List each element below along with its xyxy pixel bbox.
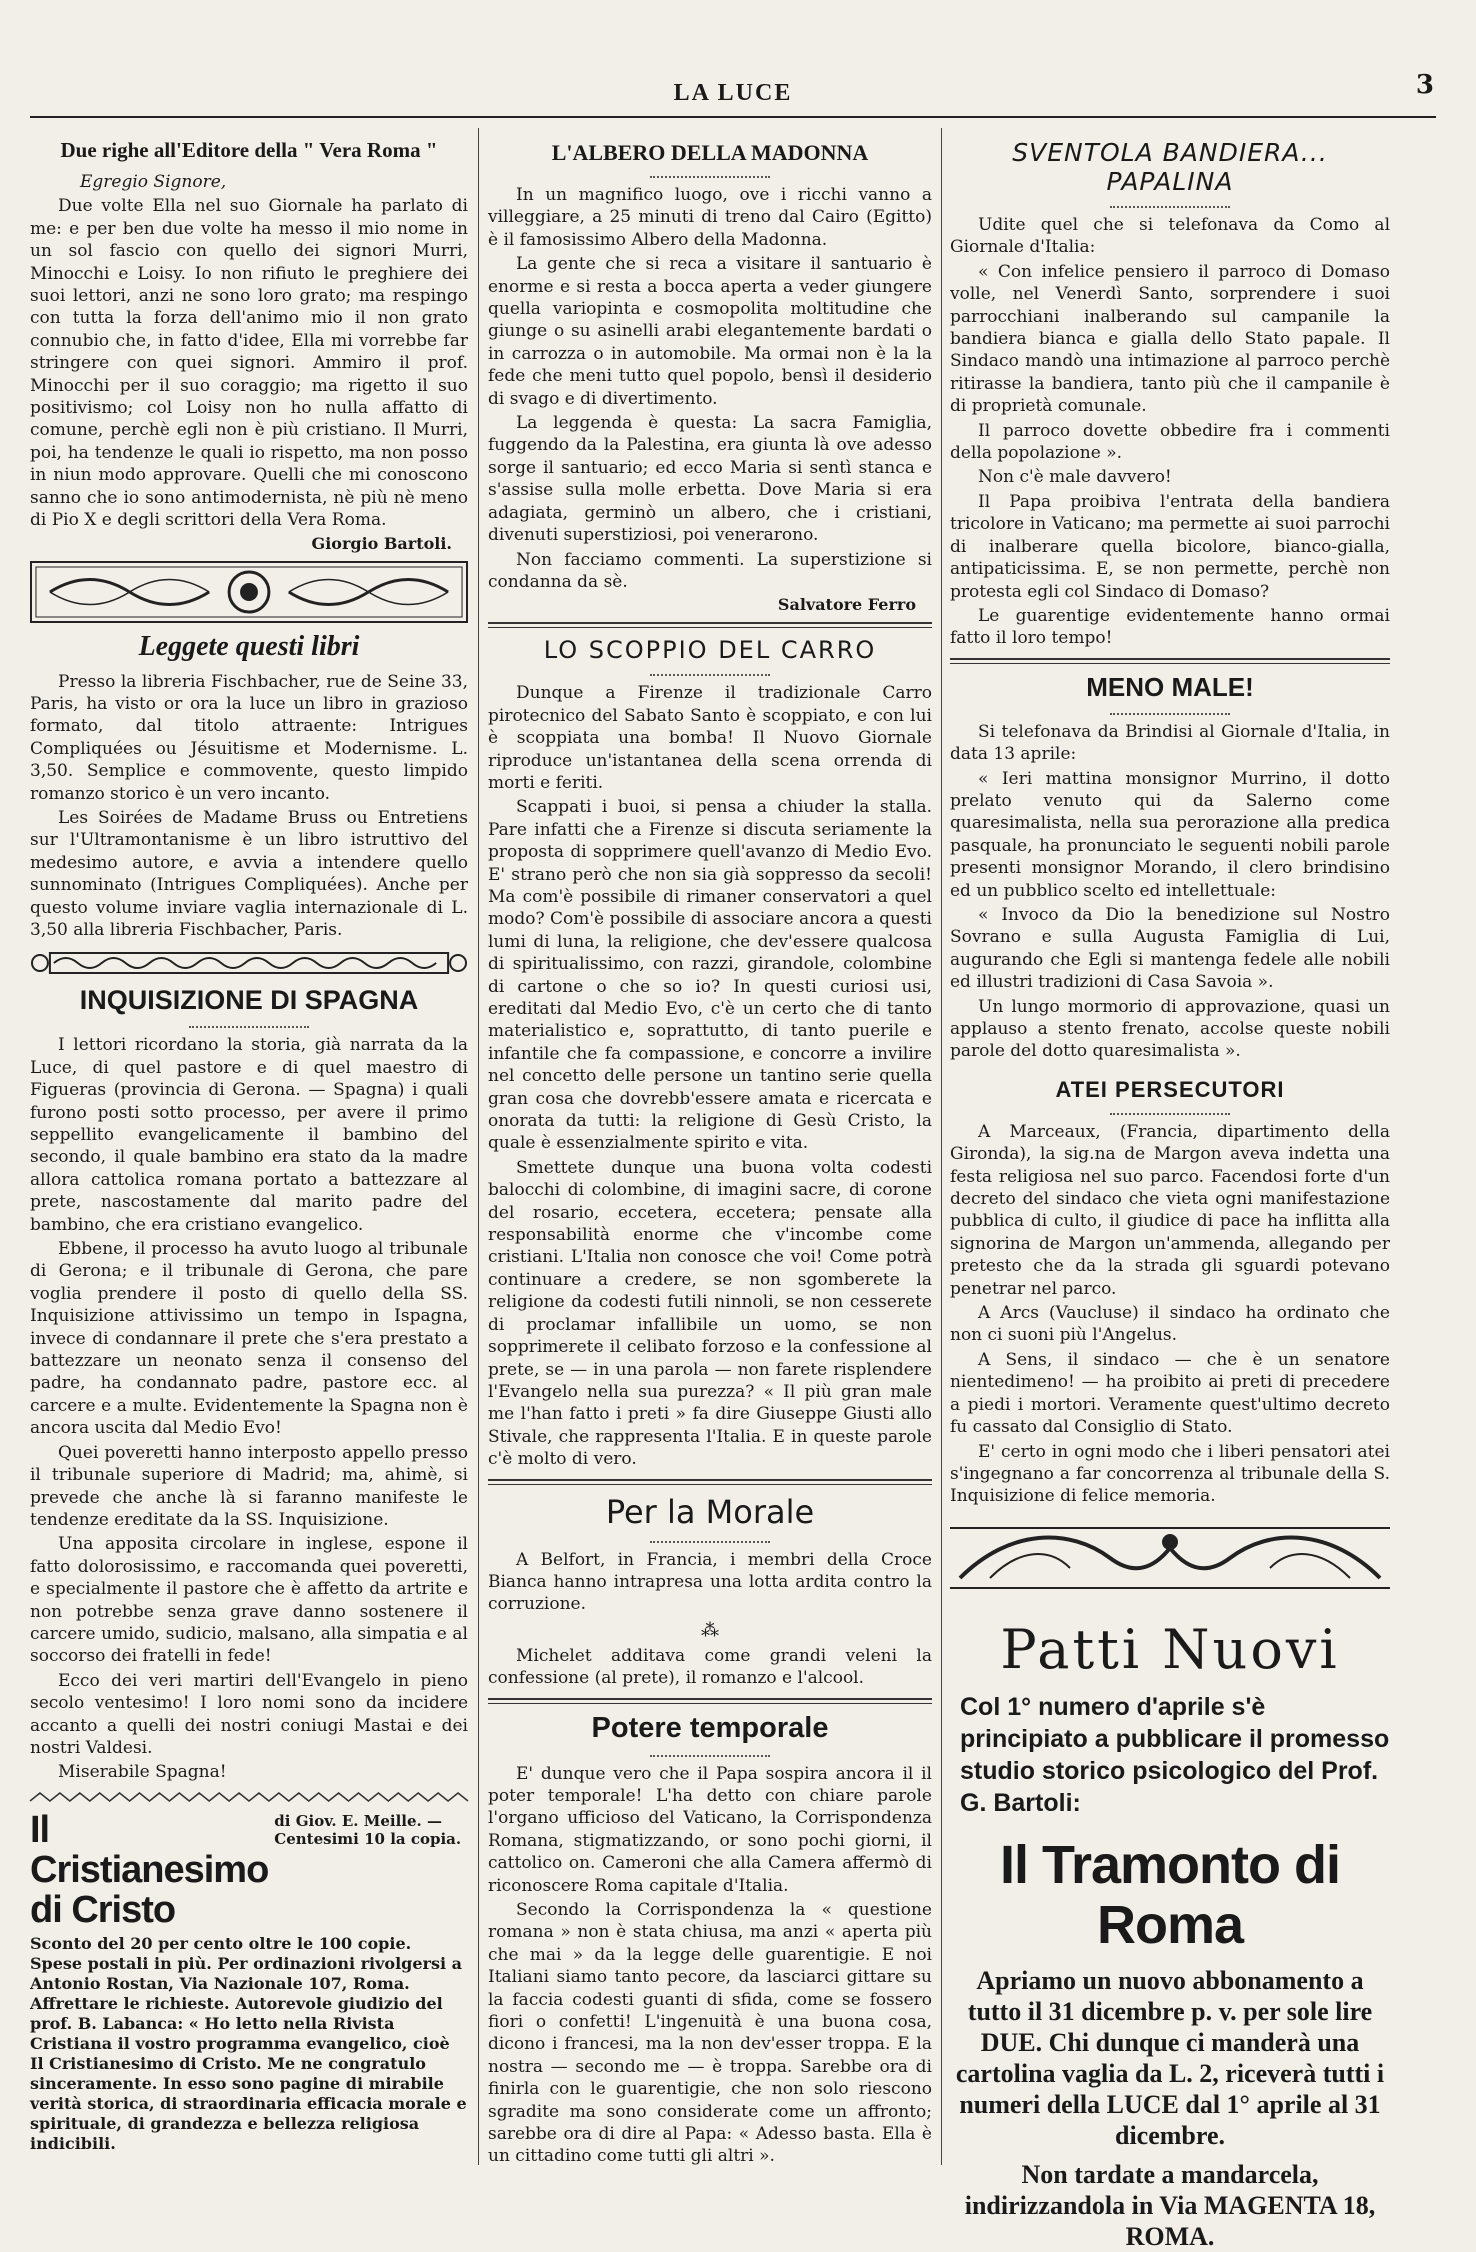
- patti-closing: Non tardate a mandarcela, indirizzandola in Via MAGENTA 18, ROMA.: [964, 2159, 1376, 2251]
- sventola-title: SVENTOLA BANDIERA... PAPALINA: [1012, 138, 1328, 196]
- newspaper-title: LA LUCE: [673, 80, 793, 106]
- books-paragraph: Presso la libreria Fischbacher, rue de Seine 33, Paris, ha visto or ora la luce un libro in grazioso formato, dal titolo attraente: Intrigues Compliquées ou Jésuitisme et Modernisme. L. 3,50. Semplice e commovente, questo limpido romanzo storico è un vero incanto.: [30, 671, 468, 804]
- column-1: [30, 128, 468, 2165]
- masthead: [30, 70, 1436, 120]
- books-title: Leggete questi libri: [138, 630, 360, 662]
- atei-paragraph: E' certo in ogni modo che i liberi pensatori atei s'ingegnano a far concorrenza al tribunale della S. Inquisizione di felice memoria.: [950, 1441, 1390, 1507]
- meno-male-title: MENO MALE!: [1086, 671, 1254, 702]
- wavy-divider: [1110, 198, 1230, 208]
- albero-paragraph: La leggenda è questa: La sacra Famiglia, fuggendo da la Palestina, era giunta là ove adesso sorge il santuario; ed ecco Maria si sentì stanca e s'assise sulla molle erbetta. Dove Maria si era adagiata, germinò un albero, che i cristiani, divenuti superstiziosi, poi venerarono.: [488, 413, 932, 546]
- inquisizione-paragraph: I lettori ricordano la storia, già narrata da la Luce, di quel pastore e di quel maestro di Figueras (provincia di Gerona. — Spagna) i quali furono posti sotto processo, per avere il primo seppellito evangelicamente il bambino del secondo, il quale bambino era stato da la madre allora cattolica romana portato a battezzare al prete, nascostamente dal marito padre del bambino, che era cristiano evangelico.: [30, 1035, 468, 1235]
- sventola-paragraph: « Con infelice pensiero il parroco di Domaso volle, nel Venerdì Santo, sorprendere i suoi parrocchiani inalberando sul campanile la bandiera bianca e gialla dello Stato papale. Il Sindaco mandò una intimazione al parroco perchè ritirasse la bandiera, tanto più che il campanile è di proprietà comunale.: [950, 261, 1390, 417]
- patti-intro: Col 1° numero d'aprile s'è principiato a pubblicare il promesso studio storico psicologico del Prof. G. Bartoli:: [960, 1692, 1390, 1817]
- meno-male-paragraph: « Ieri mattina monsignor Murrino, il dotto prelato venuto qui da Salerno come quaresimalista, nella sua perorazione alla predica pasquale, ha pronunciato le seguenti nobili parole presenti monsignor Morando, il clero brindisino ed un pubblico scelto ed intellettuale:: [950, 768, 1390, 901]
- page-number: 3: [1415, 70, 1434, 100]
- scroll-ornament: [30, 949, 468, 977]
- meno-male-paragraph: Un lungo mormorio di approvazione, quasi un applauso a stento frenato, accolse queste nobili parole del dotto quaresimalista ».: [950, 996, 1390, 1062]
- wavy-divider: [1110, 705, 1230, 715]
- double-rule: [488, 1479, 932, 1485]
- patti-body: Apriamo un nuovo abbonamento a tutto il 31 dicembre p. v. per sole lire DUE. Chi dunque ci manderà una cartolina vaglia da L. 2, riceverà tutti i numeri della LUCE dal 1° aprile al 31 dicembre.: [955, 1965, 1385, 2150]
- wavy-divider: [189, 1018, 309, 1028]
- column-divider: [478, 128, 479, 2165]
- double-rule: [488, 622, 932, 628]
- inquisizione-title: INQUISIZIONE DI SPAGNA: [79, 985, 419, 1016]
- art-nouveau-ornament: [950, 1518, 1390, 1598]
- scoppio-title: LO SCOPPIO DEL CARRO: [543, 636, 877, 665]
- atei-paragraph: A Sens, il sindaco — che è un senatore nientedimeno! — ha proibito ai preti di precedere a piedi i mortori. Veramente quest'ultimo decreto fu cassato dal Consiglio di Stato.: [950, 1349, 1390, 1438]
- atei-paragraph: A Marceaux, (Francia, dipartimento della Gironda), la sig.na de Margon aveva indetta una festa religiosa nel suo parco. Facendosi forte d'un decreto del sindaco che vieta ogni manifestazione pubblica di culto, il giudice di pace ha inflitta alla signorina de Margon un'ammenda, allegando per pretesto che da la strada gli sguardi potevano penetrar nel parco.: [950, 1121, 1390, 1299]
- albero-paragraph: Non facciamo commenti. La superstizione si condanna da sè.: [488, 549, 932, 592]
- floral-ornament: [30, 561, 468, 623]
- albero-paragraph: La gente che si reca a visitare il santuario è enorme e si resta a bocca aperta a veder giungere quella variopinta e cosmopolita moltitudine che giunge o su asinelli arabi elegantemente bardati o in carrozza o in automobile. Ma ormai non è la la fede che meni tutto quel popolo, bensì il desiderio di svago e di divertimento.: [488, 254, 932, 409]
- albero-title: L'ALBERO DELLA MADONNA: [551, 140, 869, 165]
- sventola-paragraph: Il parroco dovette obbedire fra i commenti della popolazione ».: [950, 420, 1390, 464]
- letter-signature: Giorgio Bartoli.: [311, 533, 452, 553]
- double-rule: [950, 658, 1390, 664]
- wavy-divider: [650, 666, 770, 676]
- sventola-paragraph: Udite quel che si telefonava da Como al Giornale d'Italia:: [950, 215, 1390, 258]
- sventola-paragraph: Il Papa proibiva l'entrata della bandiera tricolore in Vaticano; ma permette ai suoi parrochi di inalberare quella bicolore, bianco-gialla, antipaticissima. E, se non permette, perchè non protesta egli col Sindaco di Domaso?: [950, 491, 1390, 602]
- ad-publisher: di Giov. E. Meille. — Centesimi 10 la copia.: [274, 1811, 462, 1848]
- potere-paragraph: E' dunque vero che il Papa sospira ancora il il poter temporale! L'ha detto con chiare parole l'organo ufficioso del Vaticano, la Corrispondenza Romana, stigmatizzando, or sono pochi giorni, il cattolico on. Cameroni che alla Camera affermò di riconoscere Roma capitale d'Italia.: [488, 1763, 932, 1896]
- books-paragraph: Les Soirées de Madame Bruss ou Entretiens sur l'Ultramontanisme è un libro istruttivo del medesimo autore, e avvia a intendere quello sunnominato (Intrigues Compliquées). Anche per questo volume inviare vaglia internazionale di L. 3,50 alla libreria Fischbacher, Paris.: [30, 807, 468, 940]
- albero-paragraph: In un magnifico luogo, ove i ricchi vanno a villeggiare, a 25 minuti di treno dal Cairo (Egitto) è il famosissimo Albero della Madonna.: [488, 185, 932, 250]
- letter-title: Due righe all'Editore della " Vera Roma ": [60, 138, 438, 162]
- inquisizione-paragraph: Ecco dei veri martiri dell'Evangelo in pieno secolo ventesimo! I loro nomi sono da incidere accanto a quelli dei nostri coniugi Mastai e dei nostri Valdesi.: [30, 1670, 468, 1758]
- morale-title: Per la Morale: [605, 1492, 815, 1531]
- sventola-paragraph: Non c'è male davvero!: [978, 467, 1172, 488]
- patti-title: Patti Nuovi: [1000, 1617, 1340, 1681]
- cristianesimo-ad: [30, 1810, 468, 2154]
- inquisizione-paragraph: Ebbene, il processo ha avuto luogo al tribunale di Gerona; e il tribunale di Gerona, che pare voglia prendere il posto di quello della SS. Inquisizione attivissimo un tempo in Ispagna, invece di condannare il prete che s'era prestato a battezzare un neonato senza il consenso del padre, ha condannato padre, pastore ecc. al carcere e a multe. Evidentemente la Spagna non è ancora uscita dal Medio Evo!: [30, 1239, 468, 1439]
- albero-signature: Salvatore Ferro: [777, 595, 916, 615]
- column-divider: [941, 128, 942, 2165]
- potere-paragraph: Secondo la Corrispondenza la « questione romana » non è stata chiusa, ma anzi « aperta più che mai » da la legge delle guarentigie. E noi Italiani siamo tanto pecore, da lasciarci gittare su la faccia codesti guanti di sfida, come se fossero fiori o confetti! L'ingenuità è una buona cosa, dicono i francesi, ma la non dev'esser troppa. E la nostra — secondo me — è troppa. Sarebbe ora di finirla con le guarentigie, che non solo riescono sgradite ma sono considerate come un affronto; sarebbe ora di dire al Papa: « Adesso basta. Ella è un cittadino come tutti gli altri ».: [488, 1900, 932, 2167]
- scoppio-paragraph: Smettete dunque una buona volta codesti balocchi di colombine, di imagini sacre, di corone del rosario, eccetera, eccetera; pensate alla responsabilità enorme che v'incombe come cristiani. L'Italia non conosce che voi! Come potrà continuare a credere, se non sgomberete la religione da codesti futili ninnoli, se non cesserete di proclamar infallibile un uomo, se non sopprimerete il celibato forzoso e la confessione al prete, se — in una parola — non farete risplendere l'Evangelo nella sua purezza? « Il più gran male me l'han fatto i preti » fa dire Giuseppe Giusti allo Stivale, che rappresenta l'Italia. E in queste parole c'è molto di vero.: [488, 1157, 932, 1470]
- wavy-divider: [650, 1533, 770, 1543]
- inquisizione-paragraph: Una apposita circolare in inglese, espone il fatto dolorosissimo, e raccomanda quei poveretti, e specialmente il pastore che è affetto da artrite e non potrebbe senza grave danno sostenere il carcere umido, sudicio, malsano, alla simpatia e al soccorso dei fratelli in fede!: [30, 1534, 468, 1667]
- meno-male-paragraph: Si telefonava da Brindisi al Giornale d'Italia, in data 13 aprile:: [950, 721, 1390, 765]
- morale-separator: ⁂: [701, 1619, 719, 1641]
- atei-title: ATEI PERSECUTORI: [1055, 1076, 1285, 1102]
- sventola-paragraph: Le guarentige evidentemente hanno ormai fatto il loro tempo!: [950, 605, 1390, 649]
- inquisizione-paragraph: Quei poveretti hanno interposto appello presso il tribunale superiore di Madrid; ma, ahimè, si prevede che anche là si faranno manifeste le tendenze ereditate da la SS. Inquisizione.: [30, 1442, 468, 1530]
- wavy-divider: [650, 1747, 770, 1757]
- wavy-divider: [650, 168, 770, 178]
- column-3: [950, 128, 1390, 2251]
- atei-paragraph: A Arcs (Vaucluse) il sindaco ha ordinato che non ci suoni più l'Angelus.: [950, 1303, 1390, 1346]
- potere-title: Potere temporale: [591, 1711, 829, 1744]
- zigzag-divider: [30, 1790, 468, 1804]
- wavy-divider: [1110, 1105, 1230, 1115]
- ad-text: Sconto del 20 per cento oltre le 100 copie. Spese postali in più. Per ordinazioni rivolgersi a Antonio Rostan, Via Nazionale 107, Roma. Affrettare le richieste. Autorevole giudizio del prof. B. Labanca: « Ho letto nella Rivista Cristiana il vostro programma evangelico, cioè Il Cristianesimo di Cristo. Me ne congratulo sinceramente. In esso sono pagine di mirabile verità storica, di straordinaria efficacia morale e spirituale, di grandezza e bellezza religiosa indicibili.: [30, 1933, 467, 2153]
- inquisizione-paragraph: Miserabile Spagna!: [58, 1762, 227, 1783]
- morale-paragraph: A Belfort, in Francia, i membri della Croce Bianca hanno intrapresa una lotta ardita contro la corruzione.: [488, 1549, 932, 1615]
- double-rule: [488, 1698, 932, 1704]
- meno-male-paragraph: « Invoco da Dio la benedizione sul Nostro Sovrano e sulla Augusta Famiglia di Lui, augurando che Egli si mantenga fedele alle nobili ed illustri tradizioni di Casa Savoia ».: [950, 904, 1390, 993]
- ad-title: Il Cristianesimo di Cristo: [30, 1808, 269, 1931]
- column-2: [488, 128, 932, 2165]
- scoppio-paragraph: Dunque a Firenze il tradizionale Carro pirotecnico del Sabato Santo è scoppiato, e con lui è scoppiata una bomba! Il Nuovo Giornale riproduce un'istantanea della scena orrenda di morti e feriti.: [488, 683, 932, 793]
- morale-paragraph: Michelet additava come grandi veleni la confessione (al prete), il romanzo e l'alcool.: [488, 1645, 932, 1689]
- letter-paragraph: Due volte Ella nel suo Giornale ha parlato di me: e per ben due volte ha messo il mio nome in un sol fascio con quello dei signori Murri, Minocchi e Loisy. Io non rifiuto le preghiere dei suoi lettori, anzi ne sono loro grato; ma respingo con tutta la forza dell'animo mio il non grato connubio che, in fatto d'idee, Ella mi vorrebbe far stringere con quei signori. Ammiro il prof. Minocchi per il suo coraggio; ma rigetto il suo positivismo; col Loisy non ho nulla affatto di comune, perchè egli non è più cristiano. Il Murri, poi, ha tendenze le quali io rispetto, ma non posso in niun modo approvare. Quelli che mi conoscono sanno che io sono antimodernista, nè più nè meno di Pio X e degli scrittori della Vera Roma.: [30, 196, 468, 531]
- masthead-rule: [30, 116, 1436, 118]
- book-title: Il Tramonto di Roma: [999, 1834, 1340, 1955]
- letter-salutation: Egregio Signore,: [80, 172, 227, 192]
- scoppio-paragraph: Scappati i buoi, si pensa a chiuder la stalla. Pare infatti che a Firenze si discuta seriamente la proposta di sopprimere quell'avanzo di Medio Evo. E' strano però che non sia già soppresso da secoli! Ma com'è possibile di rimaner conservatori a quel modo? Com'è possibile di associare ancora a questi lumi di luna, la religione, che dev'essere qualcosa di spiritualissimo, con razzi, girandole, colombine di cartone o che so io? In questi curiosi usi, ereditati dal Medio Evo, c'è un certo che di tanto materialistico e, soprattutto, di tanto puerile e infantile che fa compassione, e concorre a invilire nel concetto delle persone un tantino serie quella gran cosa che dovrebb'essere amata e ricercata e onorata da tutti: la religione di Gesù Cristo, la quale è essenzialmente spirito e vita.: [488, 797, 932, 1154]
